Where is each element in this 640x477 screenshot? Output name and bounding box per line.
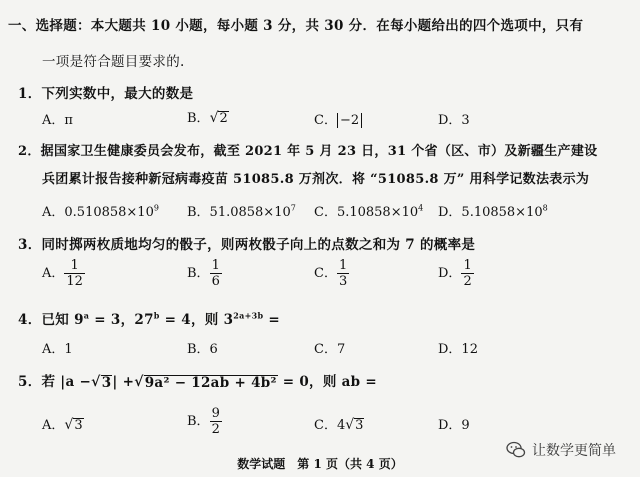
fraction [337,258,349,289]
q4-option-b: B．6 [187,342,218,357]
q5-option-d: D．9 [438,418,470,433]
q5-option-a [42,414,84,433]
denominator: 6 [211,274,220,289]
question-5-stem [18,370,377,390]
q4-option-a: A．1 [42,342,73,357]
q2-option-d-exponent: 8 [542,203,548,213]
q1-option-b [187,107,229,126]
numerator: 1 [211,258,220,273]
q3-option-a-label: A． [42,266,65,281]
q3-option-b-label: B． [187,266,210,281]
q2-option-c [314,201,423,220]
numerator: 9 [211,406,220,421]
q4-option-d: D．12 [438,342,478,357]
sqrt-sign: √ 3 [91,374,112,391]
q4-option-c: C．7 [314,342,346,357]
q2-option-b [187,201,296,220]
page-footer: 数学试题 第 1 页（共 4 页） [237,457,403,471]
q4-stem-end: = [263,312,281,328]
question-2-stem-line2: 兵团累计报告接种新冠病毒疫苗 51085.8 万剂次．将 “51085.8 万” 用科学记数法表示为 [42,172,590,187]
q5-option-a-label: A． [42,418,65,433]
q4-exponent-expr: 2a+3b [233,310,264,321]
sqrt-sign: √ 3 [64,417,83,433]
q1-option-b-label: B． [187,111,210,126]
q4-exponent-a: a [83,310,90,321]
denominator: 2 [211,422,220,437]
q5-option-c-radicand: 3 [355,418,364,433]
q1-option-c-value: −2 [337,113,362,128]
q5-radicand-expr: 9a² − 12ab + 4b² [144,375,277,391]
sqrt-sign: √ 9a² − 12ab + 4b² [134,374,277,391]
q1-option-c [314,109,362,128]
fraction [210,258,222,289]
q5-option-b [187,406,222,437]
numerator: 1 [463,258,472,273]
q5-stem-mid: | + [112,374,135,390]
fraction [461,258,473,289]
q2-option-b-text: B．51.0858×10 [187,205,291,220]
q4-stem-mid2: = 4，则 3 [159,312,234,328]
q5-stem-end: = 0，则 ab = [277,374,378,390]
denominator: 3 [338,274,348,289]
q2-option-c-text: C．5.10858×10 [314,205,419,220]
question-3-stem: 3．同时掷两枚质地均匀的骰子，则两枚骰子向上的点数之和为 7 的概率是 [18,237,476,253]
q2-option-a [42,201,159,220]
q1-option-c-label: C． [314,113,337,128]
question-1-stem: 1．下列实数中，最大的数是 [18,86,194,102]
denominator: 2 [463,274,472,289]
q4-stem-mid: = 3，27 [89,312,154,328]
q4-exponent-b: b [153,310,160,321]
q5-stem-start: 5．若 |a − [18,374,92,390]
q5-option-a-radicand: 3 [74,418,83,433]
q4-stem-start: 4．已知 9 [18,312,84,328]
q3-option-c [314,258,349,289]
q1-option-d: D．3 [438,113,470,128]
fraction [210,406,222,437]
q3-option-d [438,258,474,289]
question-4-stem [18,308,280,328]
q1-option-a: A．π [42,113,73,128]
q3-option-a [42,258,85,289]
numerator: 1 [70,258,79,273]
q3-option-c-label: C． [314,266,337,281]
q1-option-b-radicand: 2 [219,111,228,126]
q5-radicand-3: 3 [101,375,112,391]
section-heading-cont: 一项是符合题目要求的. [42,54,185,70]
q2-option-b-exponent: 7 [290,203,296,213]
q2-option-c-exponent: 4 [418,203,424,213]
sqrt-sign: √ 3 [345,417,364,433]
sqrt-sign: √ 2 [209,110,228,126]
watermark-text: 让数学更简单 [532,443,616,459]
question-2-stem-line1: 2．据国家卫生健康委员会发布，截至 2021 年 5 月 23 日，31 个省（区、市）及新疆生产建设 [18,144,598,159]
q5-option-c-label: C．4 [314,418,346,433]
denominator: 12 [66,274,83,289]
q2-option-d [438,201,548,220]
numerator: 1 [338,258,348,273]
q2-option-a-exponent: 9 [153,203,159,213]
q5-option-c [314,414,364,433]
q2-option-d-text: D．5.10858×10 [438,205,543,220]
fraction [64,258,85,289]
q2-option-a-text: A．0.510858×10 [42,205,154,220]
q3-option-d-label: D． [438,266,462,281]
q3-option-b [187,258,222,289]
section-heading: 一、选择题：本大题共 10 小题，每小题 3 分，共 30 分．在每小题给出的四个选项中，只有 [8,18,584,34]
q5-option-b-label: B． [187,414,210,429]
